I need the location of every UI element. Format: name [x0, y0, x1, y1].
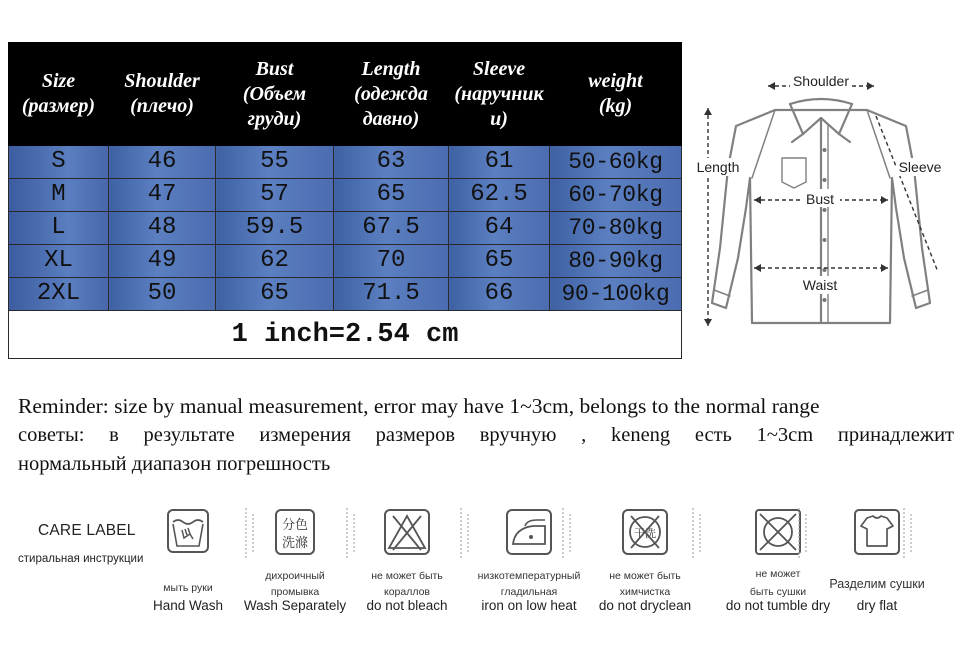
shoulder-cell: 46: [109, 146, 216, 179]
weight-cell: 90-100kg: [550, 278, 682, 311]
care-ru-1: мыть руки: [163, 582, 213, 594]
care-ru-2: быть сушки: [749, 586, 807, 598]
size-cell: L: [9, 212, 109, 245]
shoulder-label: Shoulder: [792, 73, 850, 89]
length-cell: 70: [334, 245, 449, 278]
care-en: do not bleach: [366, 598, 448, 613]
length-cell: 65: [334, 179, 449, 212]
shoulder-cell: 49: [109, 245, 216, 278]
shirt-illustration: [690, 58, 960, 348]
header-shoulder: Shoulder (плечо): [109, 43, 216, 146]
weight-cell: 70-80kg: [550, 212, 682, 245]
care-ru-2: гладильная: [500, 586, 558, 598]
size-cell: XL: [9, 245, 109, 278]
reminder-russian-line1: советы: в результате измерения размеров вручную , keneng есть 1~3cm принадлежит: [18, 424, 954, 446]
size-cell: M: [9, 179, 109, 212]
care-ru-1: не может: [755, 568, 801, 580]
shoulder-cell: 48: [109, 212, 216, 245]
shoulder-cell: 47: [109, 179, 216, 212]
shirt-measurement-diagram: [690, 58, 960, 348]
bust-cell: 55: [216, 146, 334, 179]
inch-conversion-note: 1 inch=2.54 cm: [9, 311, 682, 359]
table-row: [9, 278, 682, 311]
table-row: [9, 245, 682, 278]
weight-cell: 80-90kg: [550, 245, 682, 278]
length-cell: 67.5: [334, 212, 449, 245]
weight-cell: 60-70kg: [550, 179, 682, 212]
care-ru-2: промывка: [270, 586, 320, 598]
length-label: Length: [696, 159, 740, 175]
bust-cell: 65: [216, 278, 334, 311]
size-chart-table: [8, 42, 682, 359]
care-en: do not dryclean: [598, 598, 692, 613]
care-ru-1: дихроичный: [265, 570, 325, 582]
size-cell: S: [9, 146, 109, 179]
header-sleeve: Sleeve (наручник и): [449, 43, 550, 146]
bust-label: Bust: [805, 191, 835, 207]
length-cell: 71.5: [334, 278, 449, 311]
care-ru-2: кораллов: [383, 586, 431, 598]
size-cell: 2XL: [9, 278, 109, 311]
care-ru-2: химчистка: [619, 586, 671, 598]
care-separators: [0, 500, 966, 570]
sleeve-measure-line: [876, 116, 938, 272]
care-en: iron on low heat: [481, 598, 577, 613]
sleeve-cell: 61: [449, 146, 550, 179]
reminder-english: Reminder: size by manual measurement, error may have 1~3cm, belongs to the normal range: [18, 394, 820, 418]
care-ru-1: не может быть: [609, 570, 681, 582]
care-en: Wash Separately: [243, 598, 347, 613]
svg-text:洗滌: 洗滌: [281, 536, 309, 551]
svg-text:分色: 分色: [281, 518, 309, 533]
care-label-subtitle: стиральная инструкции: [18, 553, 144, 565]
table-row: [9, 146, 682, 179]
table-row: [9, 179, 682, 212]
bust-cell: 57: [216, 179, 334, 212]
care-ru-1: низкотемпературный: [477, 570, 581, 582]
sleeve-cell: 62.5: [449, 179, 550, 212]
sleeve-cell: 65: [449, 245, 550, 278]
care-ru-1: Разделим сушки: [829, 577, 925, 591]
bust-cell: 62: [216, 245, 334, 278]
header-size: Size (размер): [9, 43, 109, 146]
care-ru-1: не может быть: [371, 570, 443, 582]
conversion-row: [9, 311, 682, 359]
care-en: do not tumble dry: [725, 598, 831, 613]
header-weight: weight (kg): [550, 43, 682, 146]
bust-cell: 59.5: [216, 212, 334, 245]
sleeve-label: Sleeve: [898, 159, 942, 175]
header-length: Length (одежда давно): [334, 43, 449, 146]
svg-text:干洗: 干洗: [634, 527, 656, 540]
care-label-section: [0, 500, 966, 652]
sleeve-cell: 66: [449, 278, 550, 311]
weight-cell: 50-60kg: [550, 146, 682, 179]
shoulder-cell: 50: [109, 278, 216, 311]
care-en: Hand Wash: [152, 598, 224, 613]
sleeve-cell: 64: [449, 212, 550, 245]
header-bust: Bust (Объем груди): [216, 43, 334, 146]
length-cell: 63: [334, 146, 449, 179]
table-row: [9, 212, 682, 245]
table-header-row: [9, 43, 682, 146]
waist-label: Waist: [802, 277, 838, 293]
care-label-title: CARE LABEL: [38, 522, 136, 539]
care-en: dry flat: [856, 598, 898, 613]
measurement-reminder: [18, 392, 954, 479]
reminder-russian-line2: нормальный диапазон погрешность: [18, 453, 331, 475]
